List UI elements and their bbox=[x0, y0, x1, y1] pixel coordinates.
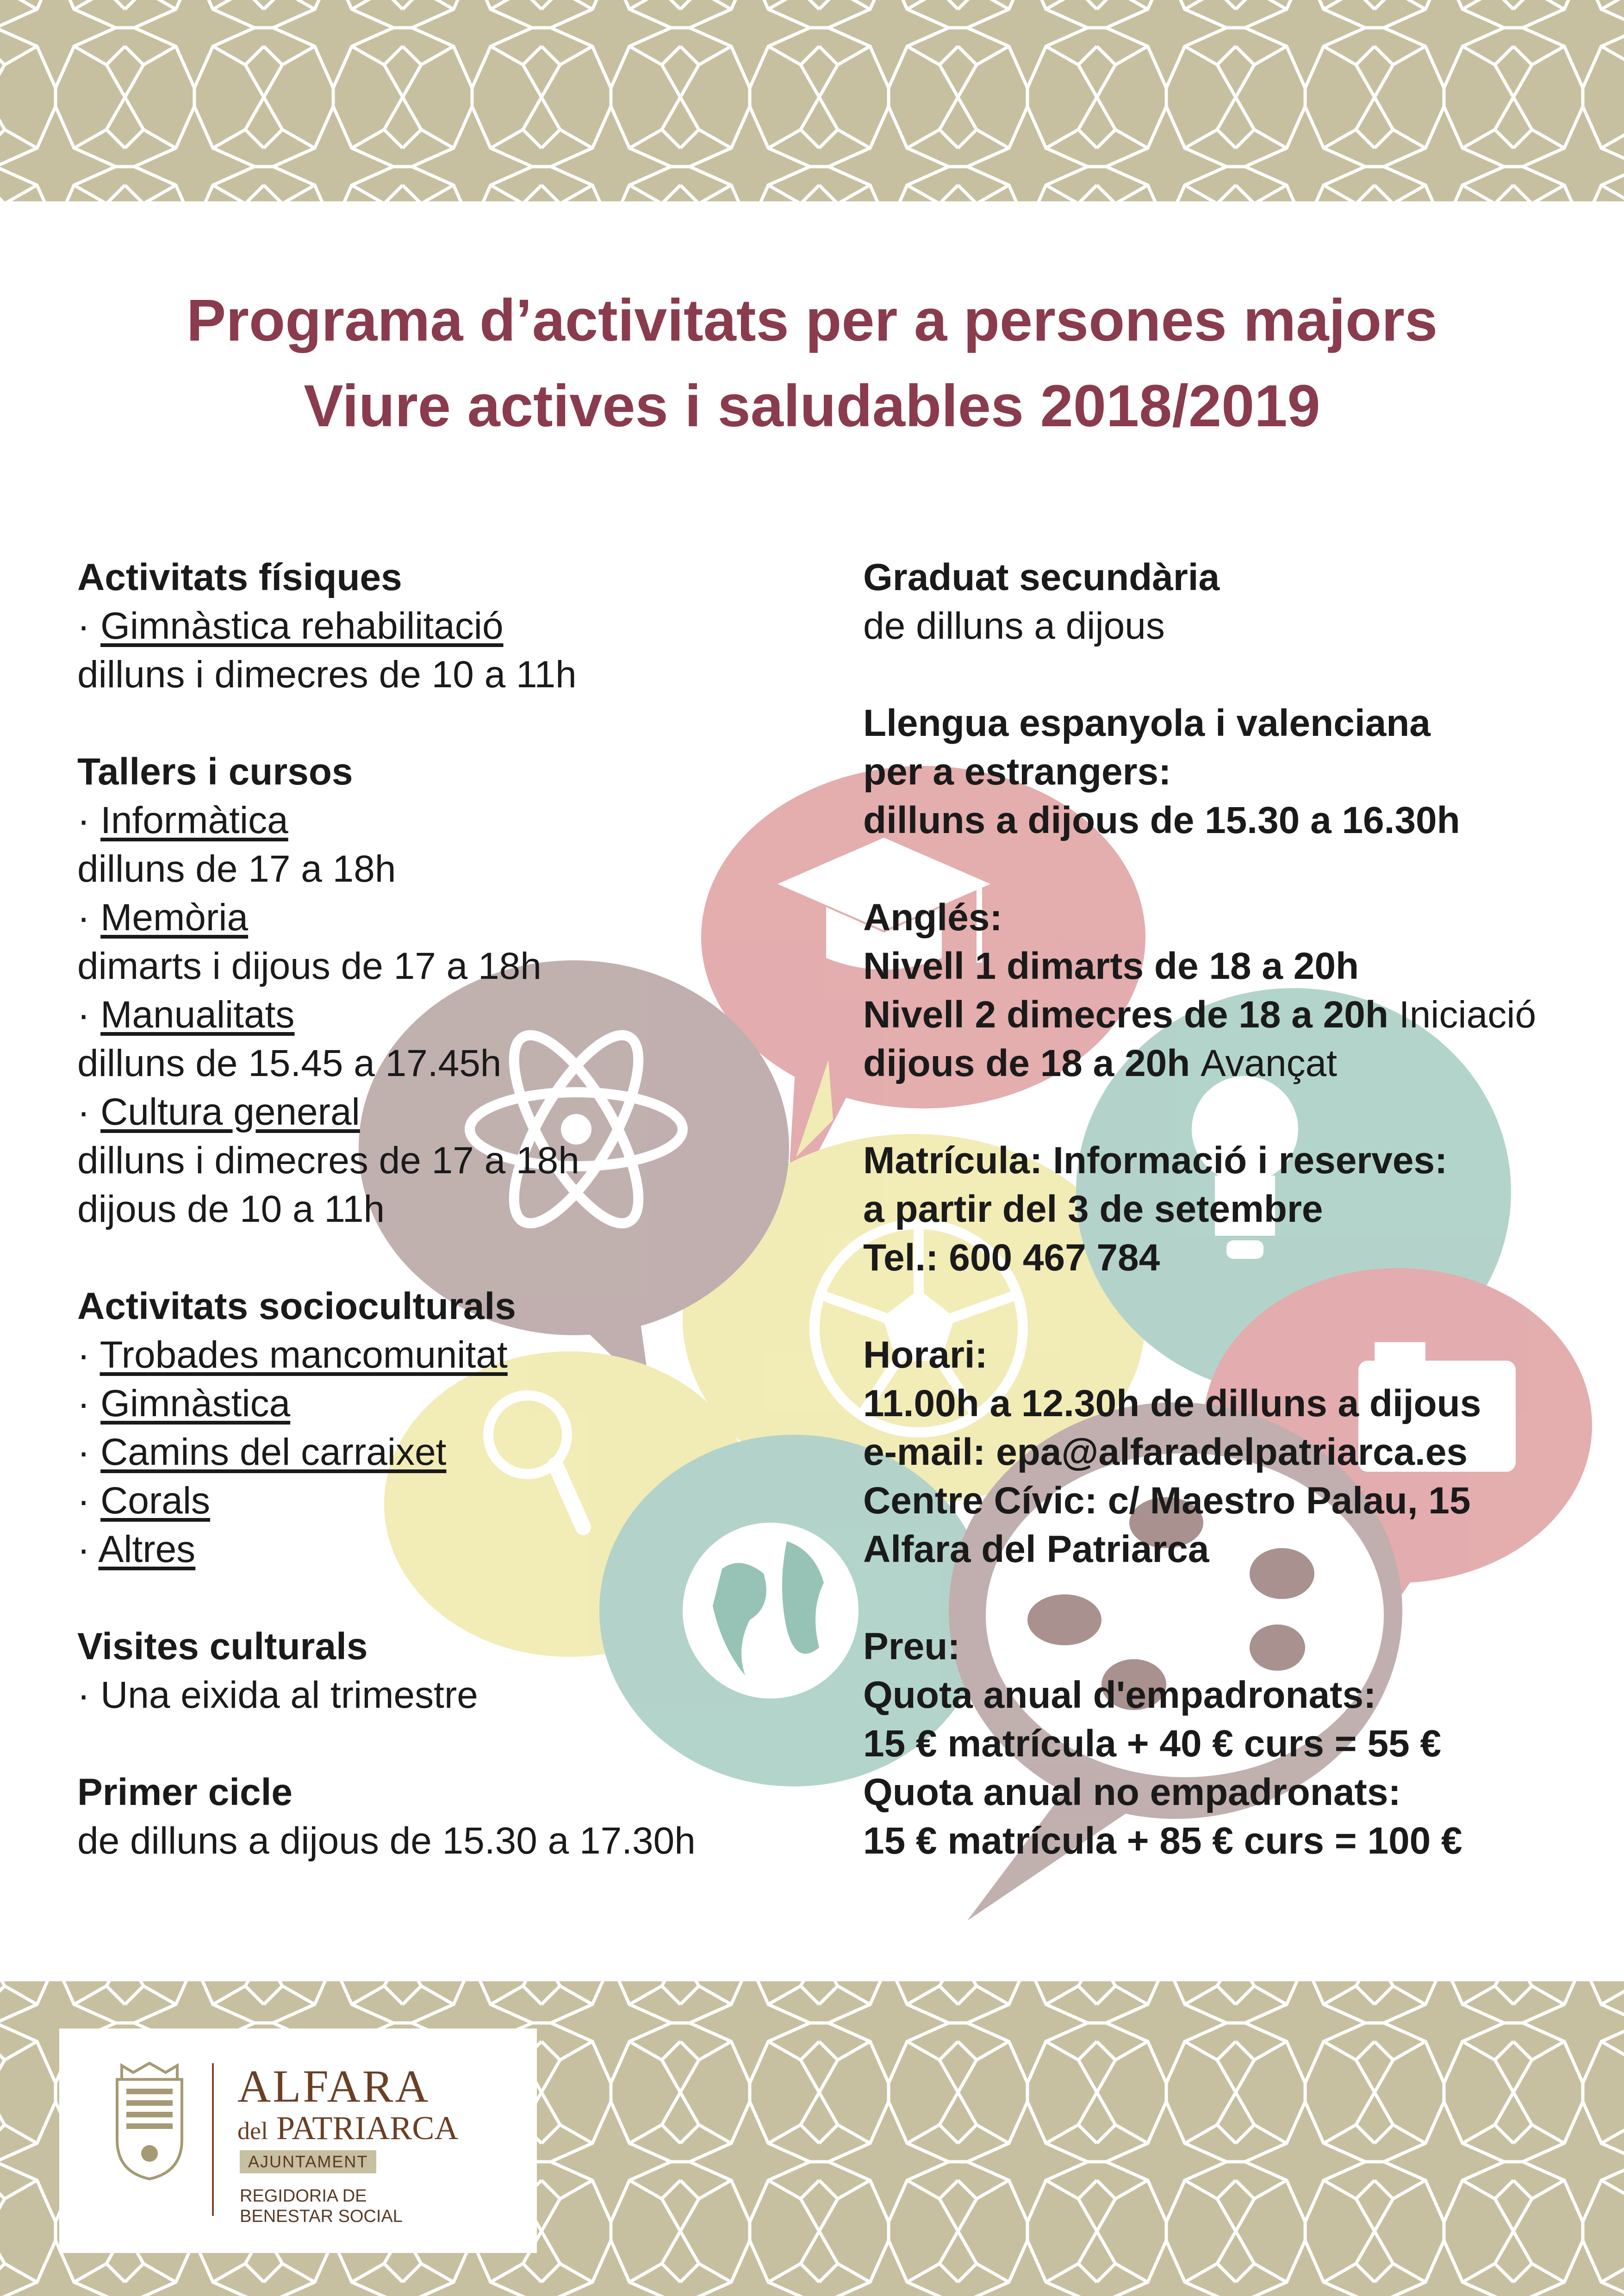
schedule-text: dijous de 10 a 11h bbox=[77, 1188, 385, 1230]
item-altres: Altres bbox=[98, 1528, 196, 1570]
logo-regidoria bbox=[240, 2186, 403, 2227]
heading-activitats-socioculturals: Activitats socioculturals bbox=[77, 1285, 516, 1327]
list-item: · Memòria bbox=[77, 896, 249, 939]
schedule-text: de dilluns a dijous bbox=[863, 605, 1165, 647]
list-item: · Altres bbox=[77, 1528, 196, 1570]
title-line-1: Programa d’activitats per a persones majors bbox=[186, 287, 1438, 354]
quota-empadronats-calc: 15 € matrícula + 40 € curs = 55 € bbox=[863, 1723, 1442, 1765]
logo-name-alfara: ALFARA bbox=[237, 2060, 430, 2112]
logo-ajuntament-badge: AJUNTAMENT bbox=[240, 2150, 376, 2173]
address: Centre Cívic: c/ Maestro Palau, 15 bbox=[863, 1480, 1471, 1522]
schedule-text: dimarts i dijous de 17 a 18h bbox=[77, 945, 541, 987]
list-item: · Gimnàstica rehabilitació bbox=[77, 605, 504, 647]
angles-nivell-2b bbox=[863, 1039, 1585, 1088]
heading-preu: Preu: bbox=[863, 1625, 960, 1668]
heading-visites-culturals: Visites culturals bbox=[77, 1625, 368, 1668]
heading-llengua: Llengua espanyola i valenciana bbox=[863, 702, 1431, 744]
item-gimnastica-rehabilitacio: Gimnàstica rehabilitació bbox=[100, 605, 504, 647]
list-item: · Trobades mancomunitat bbox=[77, 1334, 508, 1376]
list-item: · Gimnàstica bbox=[77, 1382, 291, 1425]
logo-del: del bbox=[237, 2117, 268, 2145]
matricula-date: a partir del 3 de setembre bbox=[863, 1188, 1323, 1230]
item-camins-carraixet: Camins del carraixet bbox=[100, 1431, 447, 1473]
item-cultura-general: Cultura general bbox=[100, 1091, 360, 1133]
email: e-mail: epa@alfaradelpatriarca.es bbox=[863, 1431, 1468, 1473]
item-memoria: Memòria bbox=[100, 896, 249, 939]
heading-tallers-cursos: Tallers i cursos bbox=[77, 751, 353, 793]
schedule-text: dilluns de 17 a 18h bbox=[77, 848, 396, 890]
item-manualitats: Manualitats bbox=[100, 994, 295, 1036]
list-item: · Informàtica bbox=[77, 799, 288, 841]
left-column bbox=[77, 553, 841, 1865]
ajuntament-logo bbox=[59, 2028, 537, 2253]
heading-primer-cicle: Primer cicle bbox=[77, 1771, 292, 1813]
logo-patriarca: PATRIARCA bbox=[276, 2109, 459, 2147]
regidoria-line-1: REGIDORIA DE bbox=[240, 2186, 367, 2206]
quota-no-empadronats: Quota anual no empadronats: bbox=[863, 1771, 1401, 1813]
nivell-2-level: Iniciació bbox=[1399, 994, 1537, 1036]
list-item: · Cultura general bbox=[77, 1091, 360, 1133]
quota-no-empadronats-calc: 15 € matrícula + 85 € curs = 100 € bbox=[863, 1820, 1462, 1862]
horari-time: 11.00h a 12.30h de dilluns a dijous bbox=[863, 1382, 1481, 1425]
nivell-2b-level: Avançat bbox=[1201, 1042, 1337, 1084]
angles-nivell-1: Nivell 1 dimarts de 18 a 20h bbox=[863, 945, 1359, 987]
angles-nivell-2 bbox=[863, 990, 1585, 1039]
title-line-2: Viure actives i saludables 2018/2019 bbox=[304, 373, 1320, 439]
schedule-text: de dilluns a dijous de 15.30 a 17.30h bbox=[77, 1820, 696, 1862]
schedule-text: dilluns a dijous de 15.30 a 16.30h bbox=[863, 799, 1460, 841]
coat-of-arms-icon bbox=[112, 2061, 187, 2181]
heading-graduat-secundaria: Graduat secundària bbox=[863, 556, 1220, 598]
telephone: Tel.: 600 467 784 bbox=[863, 1237, 1160, 1279]
matricula-heading: Matrícula: Informació i reserves: bbox=[863, 1139, 1448, 1182]
item-corals: Corals bbox=[100, 1480, 211, 1522]
item-informatica: Informàtica bbox=[100, 799, 288, 841]
schedule-text: dilluns i dimecres de 10 a 11h bbox=[77, 653, 577, 696]
schedule-text: dilluns de 15.45 a 17.45h bbox=[77, 1042, 502, 1084]
list-item: · Manualitats bbox=[77, 994, 295, 1036]
heading-angles: Anglés: bbox=[863, 896, 1002, 939]
schedule-text: dilluns i dimecres de 17 a 18h bbox=[77, 1139, 579, 1182]
logo-divider bbox=[212, 2063, 214, 2216]
nivell-2-schedule: Nivell 2 dimecres de 18 a 20h bbox=[863, 994, 1388, 1036]
item-eixida-trimestre: Una eixida al trimestre bbox=[100, 1674, 478, 1716]
town: Alfara del Patriarca bbox=[863, 1528, 1209, 1570]
logo-name-patriarca bbox=[237, 2109, 458, 2149]
list-item: · Corals bbox=[77, 1480, 211, 1522]
item-gimnastica: Gimnàstica bbox=[100, 1382, 291, 1425]
regidoria-line-2: BENESTAR SOCIAL bbox=[240, 2207, 403, 2226]
nivell-2b-schedule: dijous de 18 a 20h bbox=[863, 1042, 1190, 1084]
heading-horari: Horari: bbox=[863, 1334, 988, 1376]
heading-llengua-estrangers: per a estrangers: bbox=[863, 751, 1171, 793]
list-item: · Una eixida al trimestre bbox=[77, 1674, 478, 1716]
item-trobades-mancomunitat: Trobades mancomunitat bbox=[100, 1334, 508, 1376]
quota-empadronats: Quota anual d'empadronats: bbox=[863, 1674, 1376, 1716]
heading-activitats-fisiques: Activitats físiques bbox=[77, 556, 402, 598]
right-column bbox=[863, 553, 1585, 1865]
list-item: · Camins del carraixet bbox=[77, 1431, 447, 1473]
